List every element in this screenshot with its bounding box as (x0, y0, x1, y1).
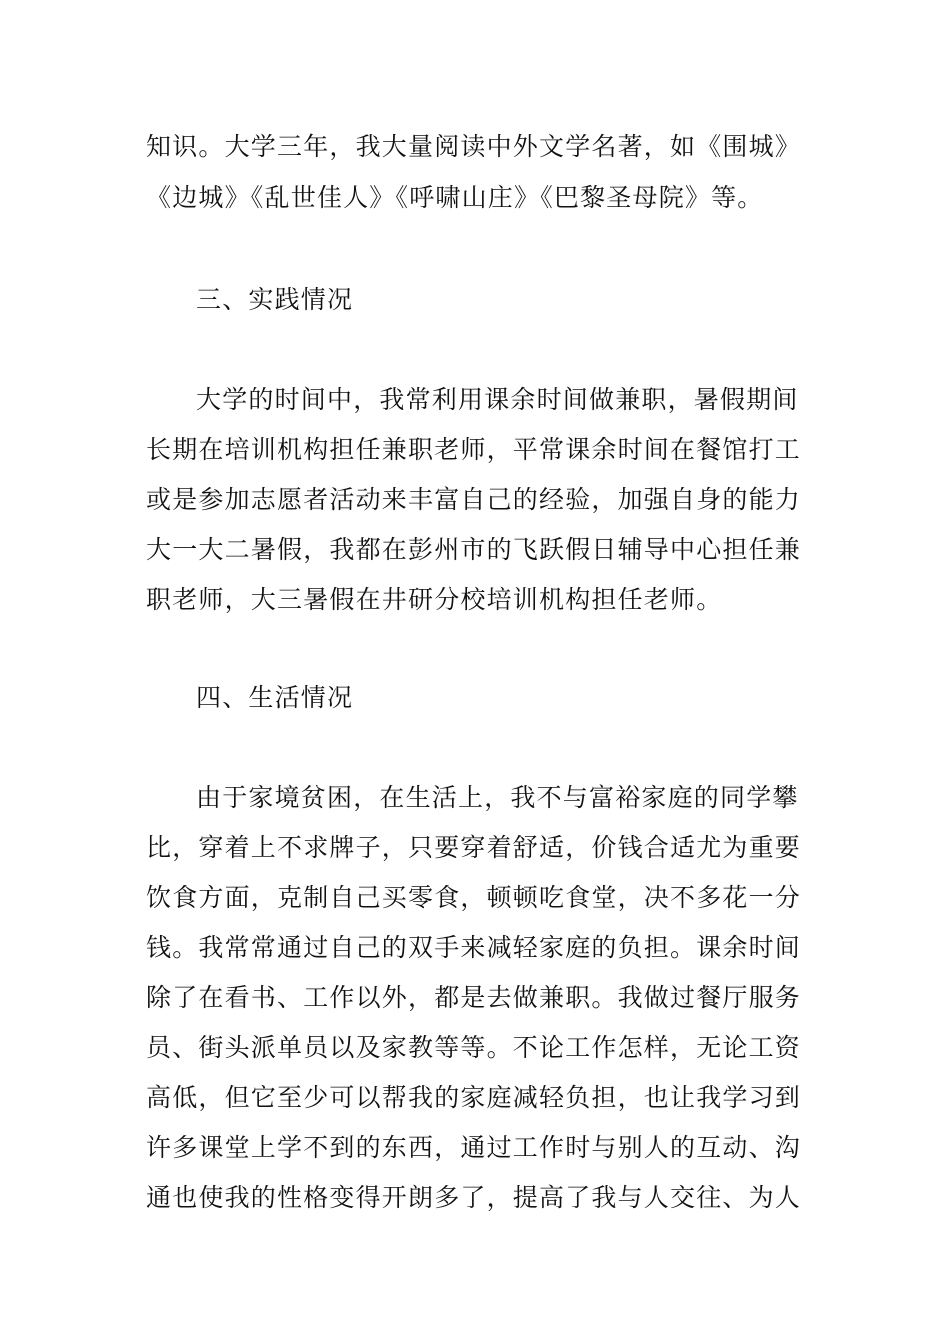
paragraph-line: 由于家境贫困，在生活上，我不与富裕家庭的同学攀 (196, 783, 799, 812)
paragraph-line: 大一大二暑假，我都在彭州市的飞跃假日辅导中心担任兼 (146, 535, 802, 564)
paragraph-line: 钱。我常常通过自己的双手来减轻家庭的负担。课余时间 (146, 933, 802, 962)
paragraph-line: 或是参加志愿者活动来丰富自己的经验，加强自身的能力 (146, 485, 802, 514)
paragraph-line: 大学的时间中，我常利用课余时间做兼职，暑假期间 (196, 385, 799, 414)
paragraph-line: 通也使我的性格变得开朗多了，提高了我与人交往、为人 (146, 1183, 802, 1212)
paragraph-line: 高低，但它至少可以帮我的家庭减轻负担，也让我学习到 (146, 1083, 802, 1112)
paragraph-line: 职老师，大三暑假在井研分校培训机构担任老师。 (146, 585, 723, 614)
section-heading-practice: 三、实践情况 (196, 285, 354, 314)
paragraph-line: 许多课堂上学不到的东西，通过工作时与别人的互动、沟 (146, 1133, 802, 1162)
paragraph-line: 长期在培训机构担任兼职老师，平常课余时间在餐馆打工 (146, 435, 802, 464)
paragraph-line: 《边城》《乱世佳人》《呼啸山庄》《巴黎圣母院》等。 (146, 183, 764, 212)
paragraph-line: 比，穿着上不求牌子，只要穿着舒适，价钱合适尤为重要 (146, 833, 802, 862)
paragraph-line: 员、街头派单员以及家教等等。不论工作怎样，无论工资 (146, 1033, 802, 1062)
paragraph-line: 除了在看书、工作以外，都是去做兼职。我做过餐厅服务 (146, 983, 802, 1012)
paragraph-line: 知识。大学三年，我大量阅读中外文学名著，如《围城》 (146, 132, 802, 161)
paragraph-line: 饮食方面，克制自己买零食，顿顿吃食堂，决不多花一分 (146, 883, 802, 912)
section-heading-life: 四、生活情况 (196, 683, 354, 712)
